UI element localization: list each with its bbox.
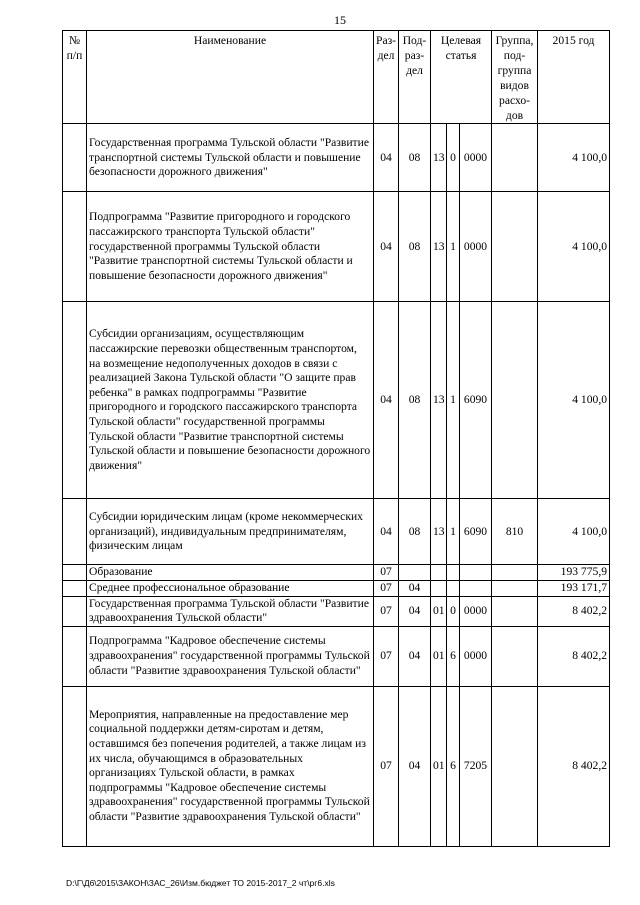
row-group-cell [492, 124, 538, 192]
row-group-cell [492, 565, 538, 581]
row-podrazdel-cell: 04 [399, 626, 431, 686]
table-row [63, 302, 610, 499]
header-name: Наименование [87, 31, 374, 124]
row-number-cell [63, 302, 87, 499]
table-row [63, 499, 610, 565]
row-number-cell [63, 124, 87, 192]
row-target-program-cell: 13 [431, 499, 447, 565]
row-group-cell [492, 686, 538, 846]
row-razdel-cell: 04 [374, 499, 399, 565]
row-podrazdel-cell: 08 [399, 192, 431, 302]
row-podrazdel-cell [399, 565, 431, 581]
row-podrazdel-cell: 04 [399, 596, 431, 626]
row-target-code-cell: 0000 [460, 626, 492, 686]
row-number-cell [63, 686, 87, 846]
table-row [63, 192, 610, 302]
row-amount-cell: 8 402,2 [538, 686, 610, 846]
row-target-code-cell: 6090 [460, 302, 492, 499]
row-target-code-cell: 6090 [460, 499, 492, 565]
row-group-cell [492, 596, 538, 626]
row-razdel-cell: 07 [374, 626, 399, 686]
row-target-program-cell [431, 580, 447, 596]
row-target-subprogram-cell [447, 580, 460, 596]
row-target-program-cell: 13 [431, 192, 447, 302]
row-amount-cell: 4 100,0 [538, 124, 610, 192]
row-number-cell [63, 626, 87, 686]
row-razdel-cell: 07 [374, 596, 399, 626]
row-group-cell [492, 580, 538, 596]
row-name-cell: Государственная программа Тульской области "Развитие транспортной системы Тульской области и повышение безопасности дорожного движения" [87, 124, 374, 192]
row-number-cell [63, 565, 87, 581]
row-razdel-cell: 04 [374, 302, 399, 499]
row-target-subprogram-cell: 0 [447, 124, 460, 192]
row-group-cell [492, 192, 538, 302]
row-podrazdel-cell: 08 [399, 124, 431, 192]
row-target-code-cell: 0000 [460, 124, 492, 192]
table-row [63, 686, 610, 846]
row-name-cell: Среднее профессиональное образование [87, 580, 374, 596]
row-amount-cell: 8 402,2 [538, 596, 610, 626]
row-podrazdel-cell: 08 [399, 499, 431, 565]
header-year: 2015 год [538, 31, 610, 124]
row-name-cell: Субсидии юридическим лицам (кроме некоммерческих организаций), индивидуальным предпринимателям, физическим лицам [87, 499, 374, 565]
row-target-subprogram-cell [447, 565, 460, 581]
row-podrazdel-cell: 04 [399, 580, 431, 596]
row-razdel-cell: 07 [374, 580, 399, 596]
row-razdel-cell: 07 [374, 686, 399, 846]
budget-table [62, 30, 610, 847]
row-target-program-cell: 01 [431, 596, 447, 626]
row-target-program-cell: 13 [431, 302, 447, 499]
row-amount-cell: 8 402,2 [538, 626, 610, 686]
row-target-subprogram-cell: 1 [447, 499, 460, 565]
table-row [63, 565, 610, 581]
row-number-cell [63, 580, 87, 596]
row-name-cell: Мероприятия, направленные на предоставление мер социальной поддержки детям-сиротам и детям, оставшимся без попечения родителей, а также лицам из их числа, обучающимся в образовательных организациях Тульской области, в рамках подпрограммы "Кадровое обеспечение системы здравоохранения" государственной программы Тульской области "Развитие здравоохранения Тульской области" [87, 686, 374, 846]
row-target-subprogram-cell: 6 [447, 626, 460, 686]
row-target-program-cell: 13 [431, 124, 447, 192]
header-podrazdel: Под-раз-дел [399, 31, 431, 124]
header-target: Целевая статья [431, 31, 492, 124]
row-amount-cell: 4 100,0 [538, 499, 610, 565]
row-group-cell: 810 [492, 499, 538, 565]
row-target-subprogram-cell: 0 [447, 596, 460, 626]
row-razdel-cell: 04 [374, 124, 399, 192]
row-amount-cell: 193 775,9 [538, 565, 610, 581]
row-name-cell: Подпрограмма "Развитие пригородного и городского пассажирского транспорта Тульской области" государственной программы Тульской области "Развитие транспортной системы Тульской области и повышение безопасности дорожного движения" [87, 192, 374, 302]
row-target-code-cell [460, 565, 492, 581]
file-path-footer: D:\Г\Д6\2015\ЗАКОН\ЗАС_26\Изм.бюджет ТО 2015-2017_2 чт\рг6.xls [66, 878, 335, 888]
header-group: Группа, под-группа видов расхо-дов [492, 31, 538, 124]
table-row [63, 124, 610, 192]
row-number-cell [63, 596, 87, 626]
table-row [63, 596, 610, 626]
row-target-code-cell: 0000 [460, 596, 492, 626]
row-target-subprogram-cell: 6 [447, 686, 460, 846]
row-name-cell: Образование [87, 565, 374, 581]
table-row [63, 580, 610, 596]
row-name-cell: Субсидии организациям, осуществляющим пассажирские перевозки общественным транспортом, на возмещение недополученных доходов в связи с реализацией Закона Тульской области "О защите прав ребенка" в рамках подпрограммы "Развитие пригородного и городского пассажирского транспорта Тульской области" государственной программы Тульской области "Развитие транспортной системы Тульской области и повышение безопасности дорожного движения" [87, 302, 374, 499]
row-name-cell: Подпрограмма "Кадровое обеспечение системы здравоохранения" государственной программы Тульской области "Развитие здравоохранения Тульской области" [87, 626, 374, 686]
row-razdel-cell: 07 [374, 565, 399, 581]
row-target-program-cell: 01 [431, 686, 447, 846]
row-razdel-cell: 04 [374, 192, 399, 302]
header-num: № п/п [63, 31, 87, 124]
page-number: 15 [334, 13, 346, 27]
row-target-code-cell: 7205 [460, 686, 492, 846]
table-header-row [63, 31, 610, 124]
row-name-cell: Государственная программа Тульской области "Развитие здравоохранения Тульской области" [87, 596, 374, 626]
row-group-cell [492, 302, 538, 499]
row-group-cell [492, 626, 538, 686]
row-target-subprogram-cell: 1 [447, 302, 460, 499]
row-target-code-cell [460, 580, 492, 596]
row-number-cell [63, 192, 87, 302]
row-amount-cell: 4 100,0 [538, 192, 610, 302]
row-target-code-cell: 0000 [460, 192, 492, 302]
row-number-cell [63, 499, 87, 565]
row-amount-cell: 4 100,0 [538, 302, 610, 499]
row-podrazdel-cell: 04 [399, 686, 431, 846]
table-row [63, 626, 610, 686]
row-target-subprogram-cell: 1 [447, 192, 460, 302]
header-razdel: Раз-дел [374, 31, 399, 124]
row-target-program-cell: 01 [431, 626, 447, 686]
row-amount-cell: 193 171,7 [538, 580, 610, 596]
row-podrazdel-cell: 08 [399, 302, 431, 499]
row-target-program-cell [431, 565, 447, 581]
